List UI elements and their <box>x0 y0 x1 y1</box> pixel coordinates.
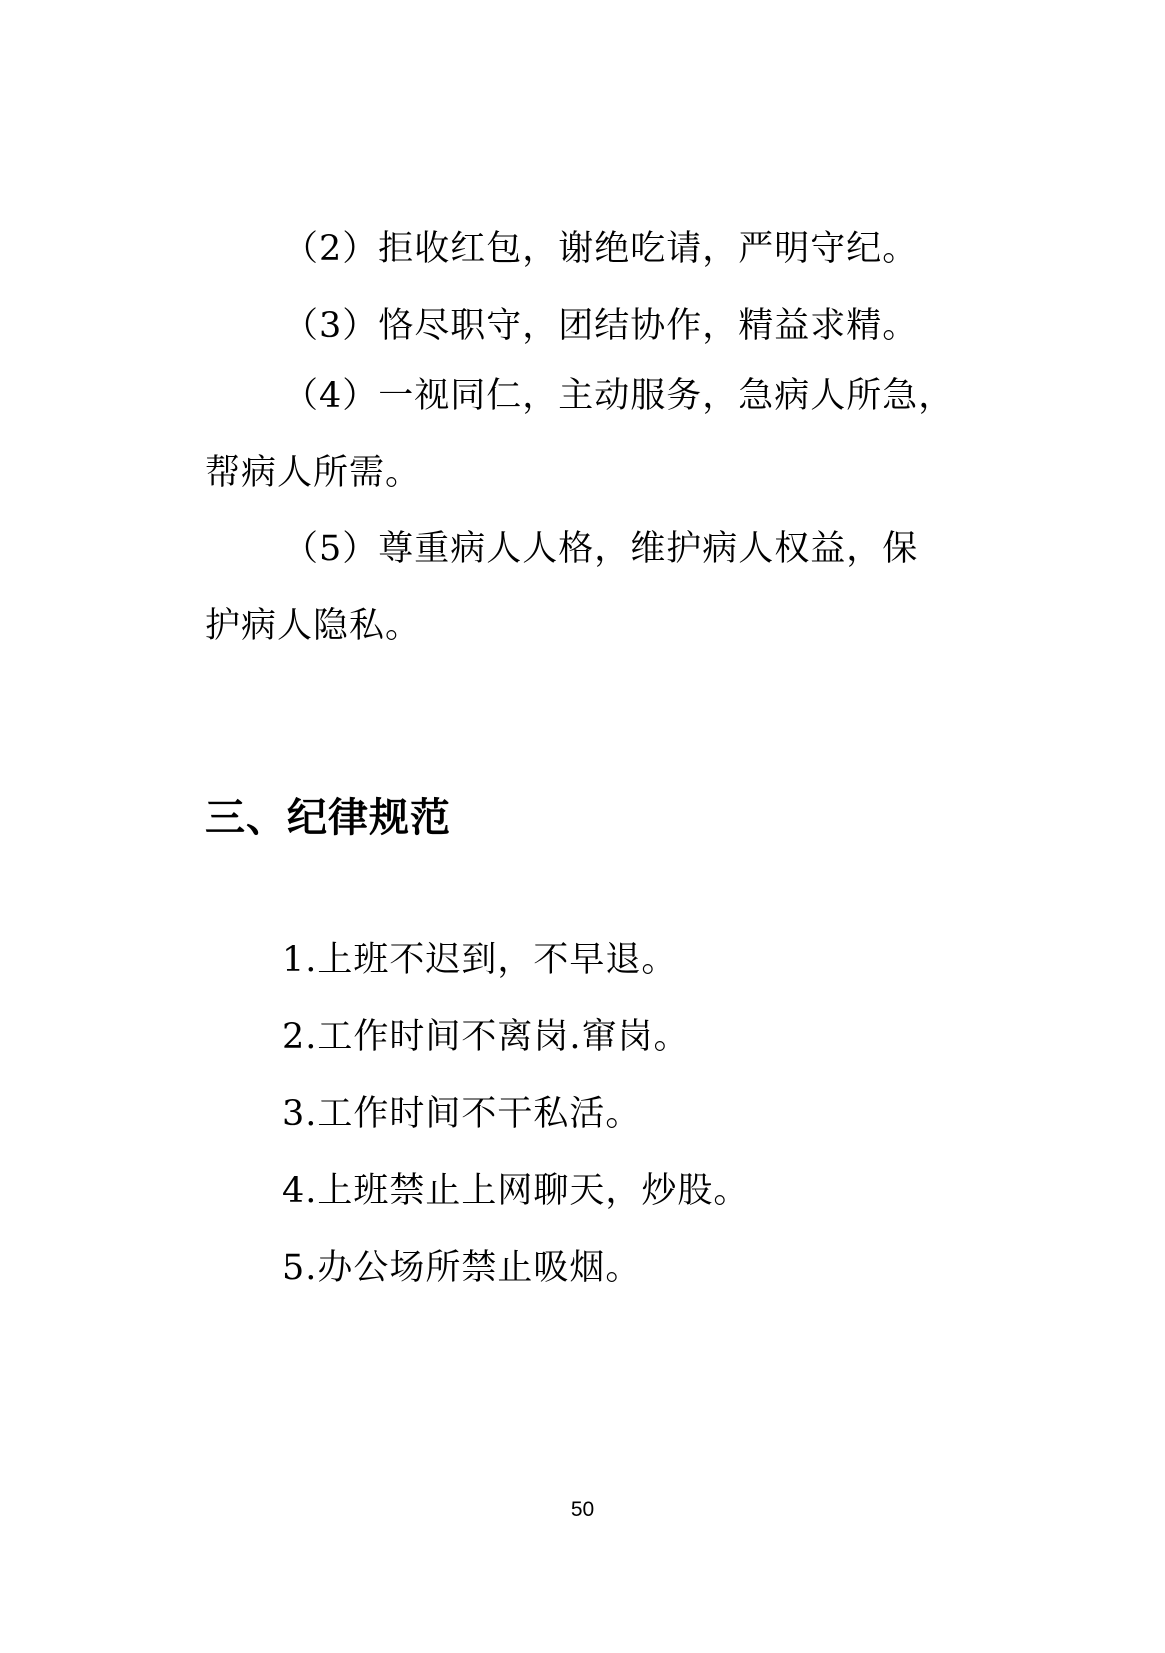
paragraph-continuation: 帮病人所需。 <box>205 453 422 493</box>
paragraph-item-2 <box>205 211 965 288</box>
paragraph-line: （5）尊重病人人格，维护病人权益，保 <box>283 529 919 569</box>
paragraph-line: （3）恪尽职守，团结协作，精益求精。 <box>283 306 919 346</box>
paragraph-item-4 <box>205 358 965 512</box>
page-number: 50 <box>570 1498 595 1521</box>
paragraph-item-3 <box>205 288 965 365</box>
list-item: 4.上班禁止上网聊天，炒股。 <box>282 1171 750 1211</box>
paragraph-item-5 <box>205 511 965 665</box>
list-item: 3.工作时间不干私活。 <box>282 1094 642 1134</box>
paragraph-line: （2）拒收红包，谢绝吃请，严明守纪。 <box>283 229 919 269</box>
paragraph-continuation: 护病人隐私。 <box>205 606 422 646</box>
discipline-list <box>282 922 749 1307</box>
list-item: 2.工作时间不离岗.窜岗。 <box>282 1017 690 1057</box>
list-item: 1.上班不迟到，不早退。 <box>282 940 678 980</box>
section-heading: 三、纪律规范 <box>205 795 451 841</box>
list-item: 5.办公场所禁止吸烟。 <box>282 1248 642 1288</box>
paragraph-line: （4）一视同仁，主动服务，急病人所急， <box>283 376 955 416</box>
